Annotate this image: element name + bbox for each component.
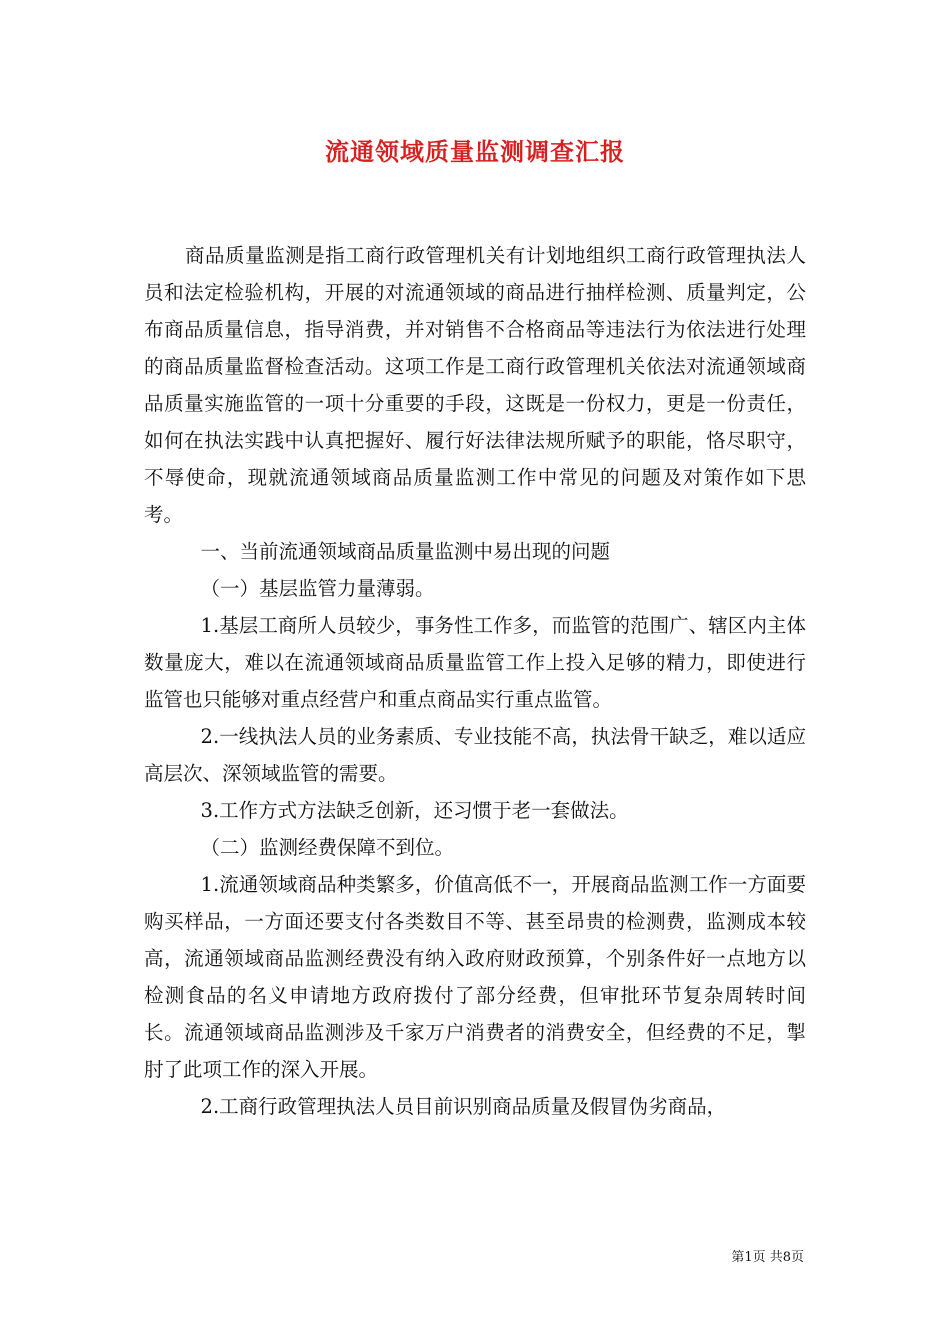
paragraph: 1.流通领域商品种类繁多，价值高低不一，开展商品监测工作一方面要购买样品，一方面还要支付各类数目不等、甚至昂贵的检测费，监测成本较高，流通领域商品监测经费没有纳入政府财政预算，个别条件好一点地方以检测食品的名义申请地方政府拨付了部分经费，但审批环节复杂周转时间长。流通领域商品监测涉及千家万户消费者的消费安全，但经费的不足，掣肘了此项工作的深入开展。 [144, 873, 806, 1081]
section-heading: 一、当前流通领域商品质量监测中易出现的问题 [200, 540, 611, 563]
paragraph: 商品质量监测是指工商行政管理机关有计划地组织工商行政管理执法人员和法定检验机构，开展的对流通领域的商品进行抽样检测、质量判定，公布商品质量信息，指导消费，并对销售不合格商品等违法行为依法进行处理的商品质量监督检查活动。这项工作是工商行政管理机关依法对流通领域商品质量实施监管的一项十分重要的手段，这既是一份权力，更是一份责任，如何在执法实践中认真把握好、履行好法律法规所赋予的职能，恪尽职守，不辱使命，现就流通领域商品质量监测工作中常见的问题及对策作如下思考。 [144, 244, 806, 526]
paragraph: 2.一线执法人员的业务素质、专业技能不高，执法骨干缺乏，难以适应高层次、深领域监管的需要。 [144, 725, 806, 785]
paragraph: 3.工作方式方法缺乏创新，还习惯于老一套做法。 [200, 799, 629, 822]
subsection-heading: （二）监测经费保障不到位。 [200, 836, 455, 859]
page-number: 第1页 共8页 [731, 1250, 804, 1265]
paragraph: 1.基层工商所人员较少，事务性工作多，而监管的范围广、辖区内主体数量庞大，难以在流通领域商品质量监管工作上投入足够的精力，即使进行监管也只能够对重点经营户和重点商品实行重点监管。 [144, 614, 806, 711]
paragraph: 2.工商行政管理执法人员目前识别商品质量及假冒伪劣商品， [200, 1095, 727, 1118]
subsection-heading: （一）基层监管力量薄弱。 [200, 577, 435, 600]
document-body [144, 237, 806, 1125]
document-title: 流通领域质量监测调查汇报 [325, 137, 625, 166]
